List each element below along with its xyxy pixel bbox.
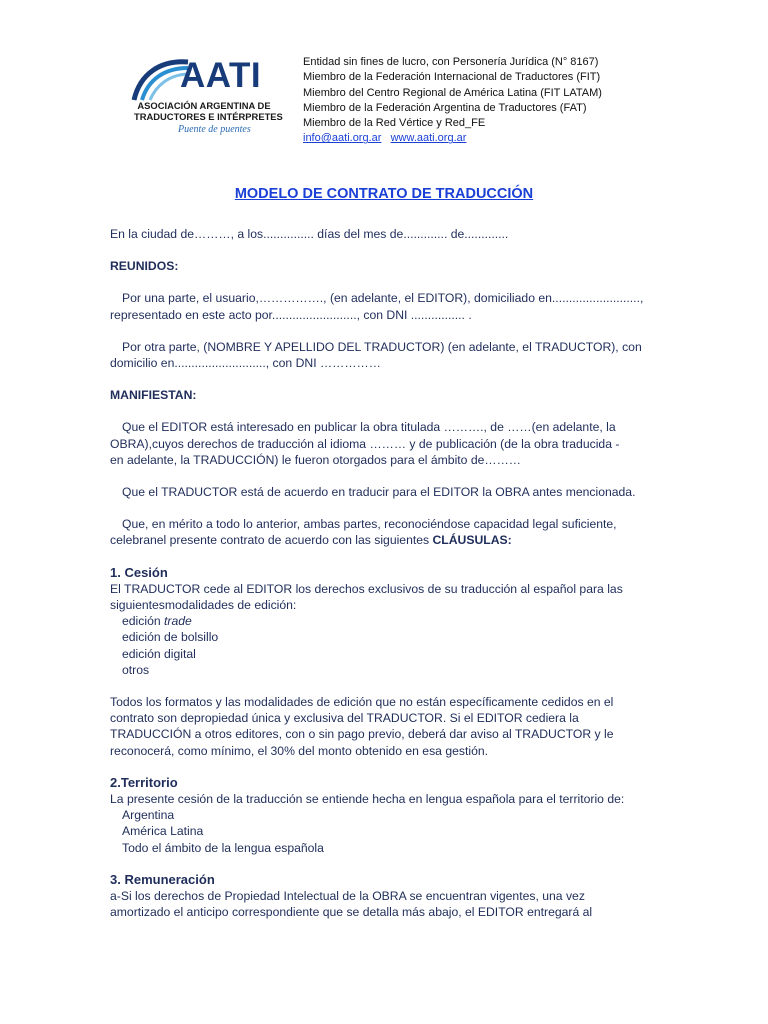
logo-subtitle-line2: TRADUCTORES E INTÉRPRETES (134, 111, 283, 122)
party2-paragraph: Por otra parte, (NOMBRE Y APELLIDO DEL TRADUCTOR) (en adelante, el TRADUCTOR), con domicilio en..........................., con DNI …………… (110, 339, 642, 371)
header-links (303, 131, 743, 146)
logo-subtitle-line1: ASOCIACIÓN ARGENTINA DE (137, 100, 271, 111)
document-body (110, 226, 660, 921)
territorio-paragraph: La presente cesión de la traducción se entiende hecha en lengua española para el territorio de: (110, 792, 625, 807)
option-item: Argentina (122, 808, 175, 823)
option-item: edición digital (122, 646, 196, 661)
section-cesion-title: 1. Cesión (110, 564, 168, 580)
manifest1-paragraph: Que el EDITOR está interesado en publicar la obra titulada ………., de ……(en adelante, la OBRA),cuyos derechos de traducción al idioma ……… y de publicación (de la obra traducida - en adelante, la TRADUCCIÓN) le fueron otorgados para el ámbito de……… (110, 420, 620, 467)
manifest2-paragraph: Que el TRADUCTOR está de acuerdo en traducir para el EDITOR la OBRA antes mencionada. (122, 485, 636, 500)
email-link[interactable]: info@aati.org.ar (303, 132, 382, 145)
website-link[interactable]: www.aati.org.ar (390, 132, 467, 145)
info-line: Miembro del Centro Regional de América Latina (FIT LATAM) (303, 86, 602, 99)
reunidos-heading: REUNIDOS: (110, 259, 179, 274)
info-line: Miembro de la Red Vértice y Red_FE (303, 117, 486, 130)
document-title: MODELO DE CONTRATO DE TRADUCCIÓN (234, 186, 534, 202)
option-item: Todo el ámbito de la lengua española (122, 840, 324, 855)
intro-line: En la ciudad de………, a los............... días del mes de............. de............. (110, 227, 509, 241)
section-territorio-title: 2.Territorio (110, 774, 178, 790)
option-item: otros (122, 662, 150, 677)
option-item: América Latina (122, 824, 204, 839)
cesion-paragraph: El TRADUCTOR cede al EDITOR los derechos exclusivos de su traducción al español para las siguientesmodalidades de edición: (110, 581, 623, 613)
section-remuneracion-title: 3. Remuneración (110, 871, 215, 887)
manifiestan-heading: MANIFIESTAN: (110, 388, 197, 403)
logo-name: AATI (180, 56, 262, 95)
remuneracion-paragraph: a-Si los derechos de Propiedad Intelectual de la OBRA se encuentran vigentes, una vez amortizado el anticipo correspondiente que se detalla más abajo, el EDITOR entregará al (110, 889, 593, 920)
logo-subtitle (134, 100, 283, 122)
aati-logo (130, 56, 283, 138)
header-info (303, 55, 743, 147)
info-line: Entidad sin fines de lucro, con Personería Jurídica (N° 8167) (303, 56, 599, 68)
info-line: Miembro de la Federación Internacional de Traductores (FIT) (303, 71, 601, 84)
option-item: edición de bolsillo (122, 630, 219, 645)
formats-paragraph: Todos los formatos y las modalidades de edición que no están específicamente cedidos en el contrato son depropiedad única y exclusiva del TRADUCTOR. Si el EDITOR cediera la TRADUCCIÓN a otros editores, con o sin pago previo, deberá dar aviso al TRADUCTOR y le reconocerá, como mínimo, el 30% del monto obtenido en esa gestión. (110, 695, 614, 758)
info-line: Miembro de la Federación Argentina de Traductores (FAT) (303, 101, 587, 114)
party1-paragraph: Por una parte, el usuario,……………., (en adelante, el EDITOR), domiciliado en.........................., representado en este acto por........................., con DNI ................ . (110, 291, 644, 322)
manifest3-paragraph: Que, en mérito a todo lo anterior, ambas partes, reconociéndose capacidad legal suficiente, celebranel presente contrato de acuerdo con las siguientes CLÁUSULAS: (110, 517, 617, 548)
logo-slogan: Puente de puentes (178, 124, 251, 135)
option-item: edición trade (122, 614, 192, 629)
